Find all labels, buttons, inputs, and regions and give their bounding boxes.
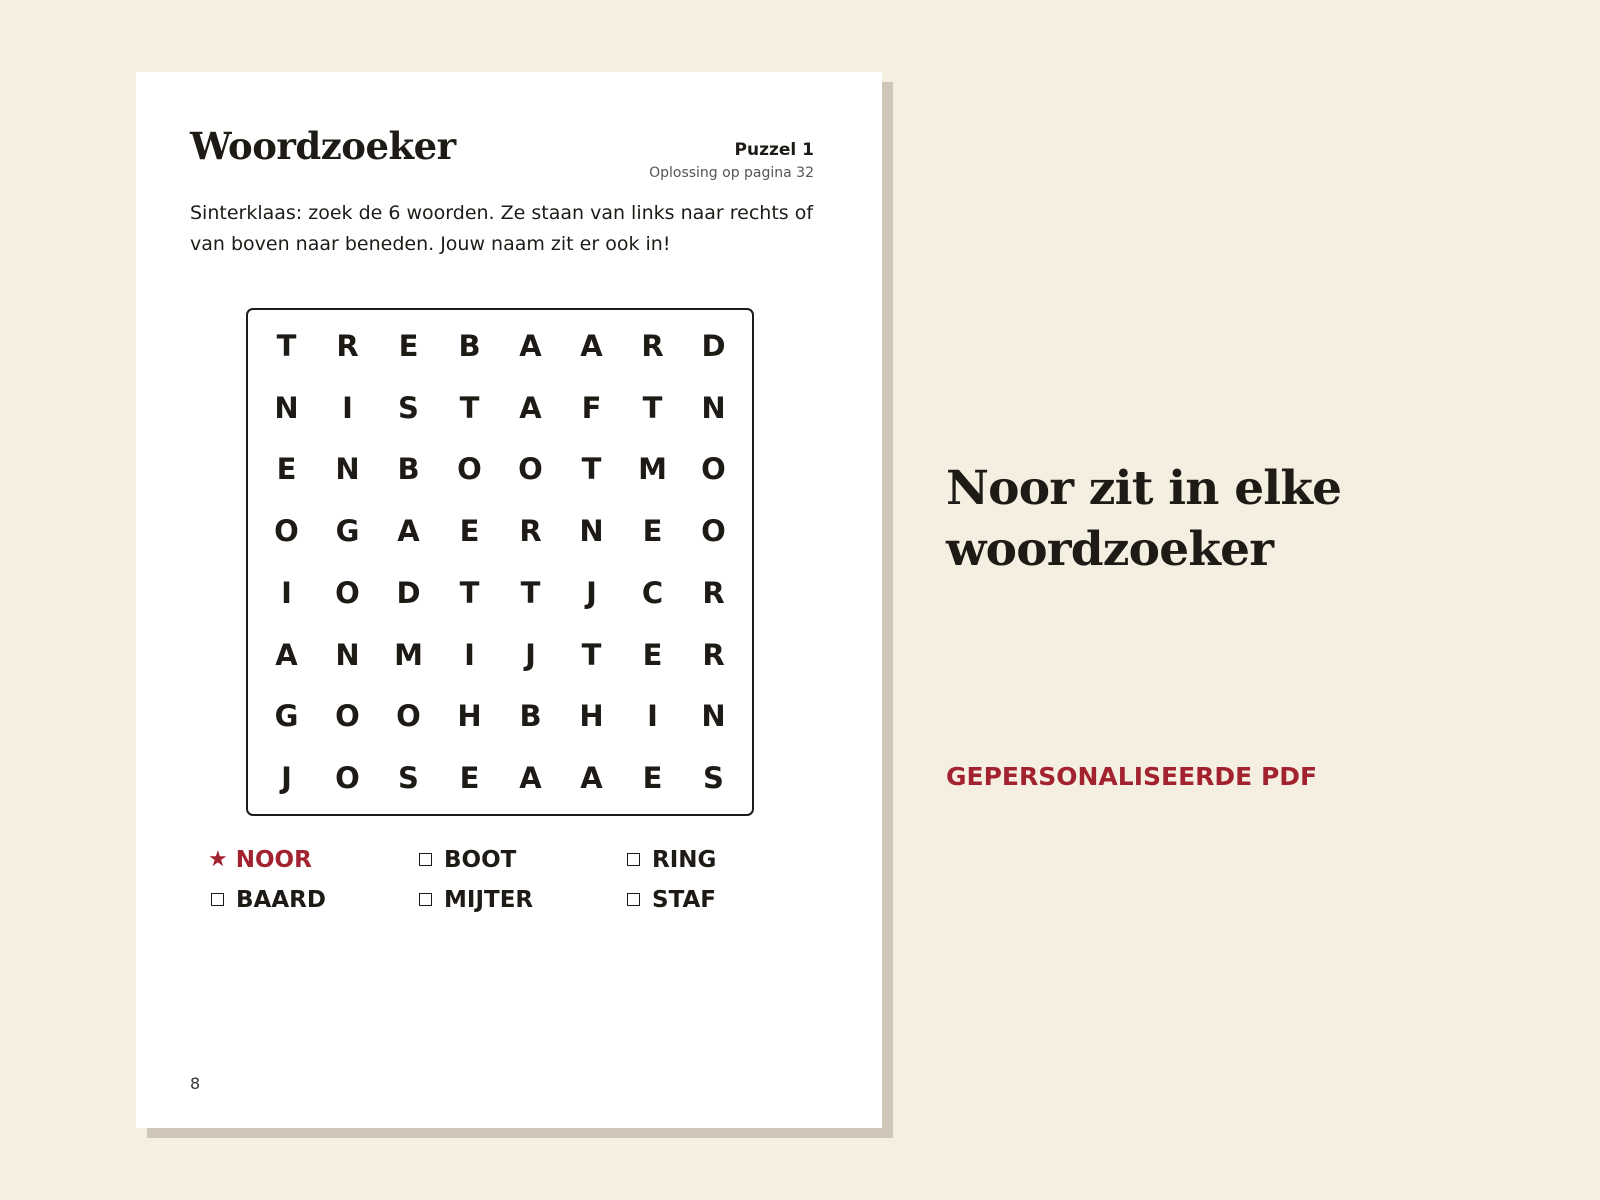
word-label: RING [652,846,717,873]
grid-cell: I [281,575,292,610]
grid-cell: G [274,699,299,734]
grid-cell: I [342,390,353,425]
grid-cell: F [581,390,602,425]
grid-cell: O [701,452,726,487]
grid-cell: T [581,637,602,672]
grid-cell: B [397,452,420,487]
grid-cell: N [701,390,726,425]
grid-cell: T [642,390,663,425]
checkbox-icon [419,893,432,906]
grid-cell: A [275,637,298,672]
grid-cell: O [518,452,543,487]
grid-cell: A [519,761,542,796]
grid-cell: C [641,575,664,610]
checkbox-icon [627,853,640,866]
grid-cell: S [398,761,419,796]
grid-cell: E [459,761,480,796]
grid-cell: E [398,328,419,363]
grid-cell: O [335,699,360,734]
grid-cell: I [464,637,475,672]
grid-cell: A [519,390,542,425]
grid-cell: O [274,514,299,549]
checkbox-icon [627,893,640,906]
grid-cell: M [638,452,667,487]
tagline: GEPERSONALISEERDE PDF [946,762,1318,791]
grid-cell: A [580,761,603,796]
grid-cell: R [702,575,725,610]
grid-cell: H [457,699,482,734]
puzzle-meta [649,140,814,181]
star-icon: ★ [208,847,228,872]
grid-cell: R [519,514,542,549]
grid-cell: O [457,452,482,487]
puzzle-label: Puzzel 1 [734,140,814,160]
grid-cell: T [520,575,541,610]
grid-cell: A [580,328,603,363]
grid-cell: R [336,328,359,363]
grid-cell: G [335,514,360,549]
letter-grid [246,308,754,816]
grid-cell: E [459,514,480,549]
grid-cell: B [519,699,542,734]
grid-cell: S [398,390,419,425]
grid-cell: T [459,390,480,425]
grid-cell: D [396,575,421,610]
grid-cell: I [647,699,658,734]
grid-cell: T [459,575,480,610]
grid-cell: N [701,699,726,734]
word-label: BOOT [444,846,517,873]
grid-cell: O [396,699,421,734]
grid-cell: O [335,761,360,796]
grid-cell: O [335,575,360,610]
grid-cell: T [581,452,602,487]
grid-cell: E [276,452,297,487]
word-item-mijter [416,884,624,915]
grid-cell: A [519,328,542,363]
word-item-ring [624,844,824,875]
word-label: BAARD [236,886,326,913]
puzzle-page [136,72,882,1128]
grid-cell: B [458,328,481,363]
word-label: NOOR [235,846,312,873]
grid-cell: J [586,575,597,610]
grid-cell: N [335,637,360,672]
word-list [208,844,828,915]
word-item-staf [624,884,824,915]
checkbox-icon [211,893,224,906]
grid-cell: R [641,328,664,363]
grid-cell: J [281,761,292,796]
grid-cell: N [274,390,299,425]
grid-cell: S [703,761,724,796]
grid-cell: T [276,328,297,363]
grid-cell: D [701,328,726,363]
grid-cell: O [701,514,726,549]
page-number: 8 [190,1074,201,1093]
grid-cell: J [525,637,536,672]
word-item-boot [416,844,624,875]
checkbox-icon [419,853,432,866]
grid-cell: A [397,514,420,549]
grid-cell: E [642,637,663,672]
grid-cell: E [642,761,663,796]
instructions: Sinterklaas: zoek de 6 woorden. Ze staan van links naar rechts of van boven naar beneden. Jouw naam zit er ook in! [190,202,814,255]
grid-cell: R [702,637,725,672]
solution-reference: Oplossing op pagina 32 [649,165,814,181]
page-title: Woordzoeker [190,124,456,168]
grid-cell: H [579,699,604,734]
word-item-noor [208,844,416,875]
word-item-baard [208,884,416,915]
word-label: STAF [652,886,716,913]
grid-cell: E [642,514,663,549]
headline: Noor zit in elke woordzoeker [946,461,1342,577]
word-label: MIJTER [444,886,534,913]
grid-cell: N [335,452,360,487]
grid-cell: N [579,514,604,549]
grid-cell: M [394,637,423,672]
